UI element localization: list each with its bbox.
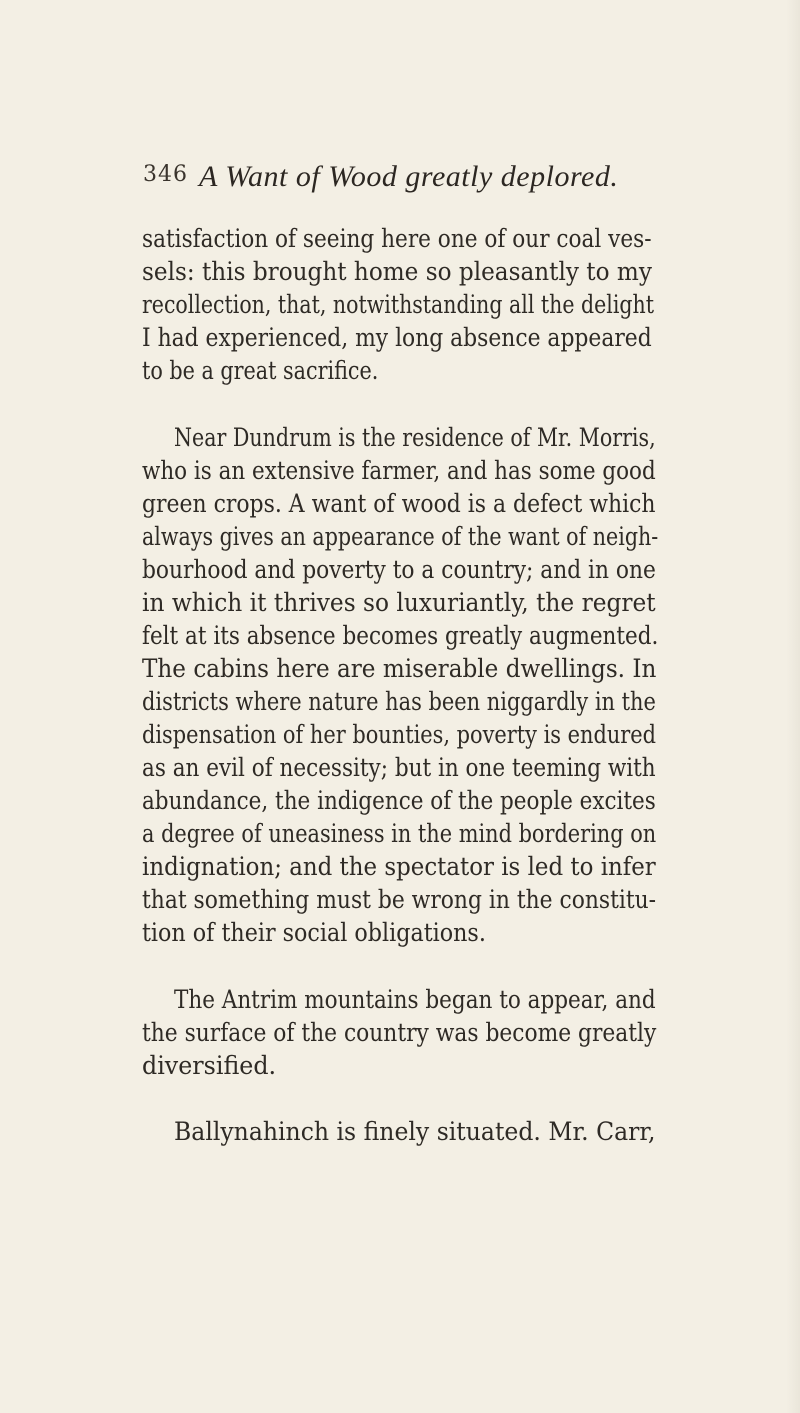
text-line: sels: this brought home so pleasantly to my	[142, 257, 652, 286]
page-number: 346	[143, 162, 188, 187]
text-line: The cabins here are miserable dwellings. In	[142, 654, 657, 683]
text-line: in which it thrives so luxuriantly, the regret	[142, 588, 656, 617]
text-line: recollection, that, notwithstanding all the delight	[142, 290, 655, 319]
text-line: dispensation of her bounties, poverty is endured	[142, 720, 657, 749]
text-line: bourhood and poverty to a country; and in one	[142, 555, 656, 584]
text-line: a degree of uneasiness in the mind bordering on	[142, 819, 657, 848]
text-line: Near Dundrum is the residence of Mr. Morris,	[174, 423, 656, 452]
page-edge-shadow	[786, 0, 800, 1413]
text-line: felt at its absence becomes greatly augmented.	[142, 621, 659, 650]
text-line: satisfaction of seeing here one of our coal ves-	[142, 224, 652, 253]
text-line: tion of their social obligations.	[142, 918, 486, 947]
running-title: A Want of Wood greatly deplored.	[199, 160, 619, 193]
text-line: I had experienced, my long absence appeared	[142, 323, 652, 352]
text-line: green crops. A want of wood is a defect which	[142, 489, 656, 518]
page-header	[0, 160, 800, 204]
text-line: who is an extensive farmer, and has some good	[142, 456, 656, 485]
text-line: indignation; and the spectator is led to infer	[142, 852, 656, 881]
text-line: that something must be wrong in the constitu-	[142, 885, 657, 914]
text-line: always gives an appearance of the want of neigh-	[142, 522, 659, 551]
text-line: as an evil of necessity; but in one teeming with	[142, 753, 656, 782]
text-line: districts where nature has been niggardly in the	[142, 687, 656, 716]
text-line: abundance, the indigence of the people excites	[142, 786, 656, 815]
text-line: diversified.	[142, 1051, 277, 1080]
text-line: The Antrim mountains began to appear, and	[174, 985, 656, 1014]
text-line: the surface of the country was become greatly	[142, 1018, 657, 1047]
text-line: to be a great sacrifice.	[142, 356, 379, 385]
text-line: Ballynahinch is finely situated. Mr. Carr,	[174, 1117, 656, 1146]
